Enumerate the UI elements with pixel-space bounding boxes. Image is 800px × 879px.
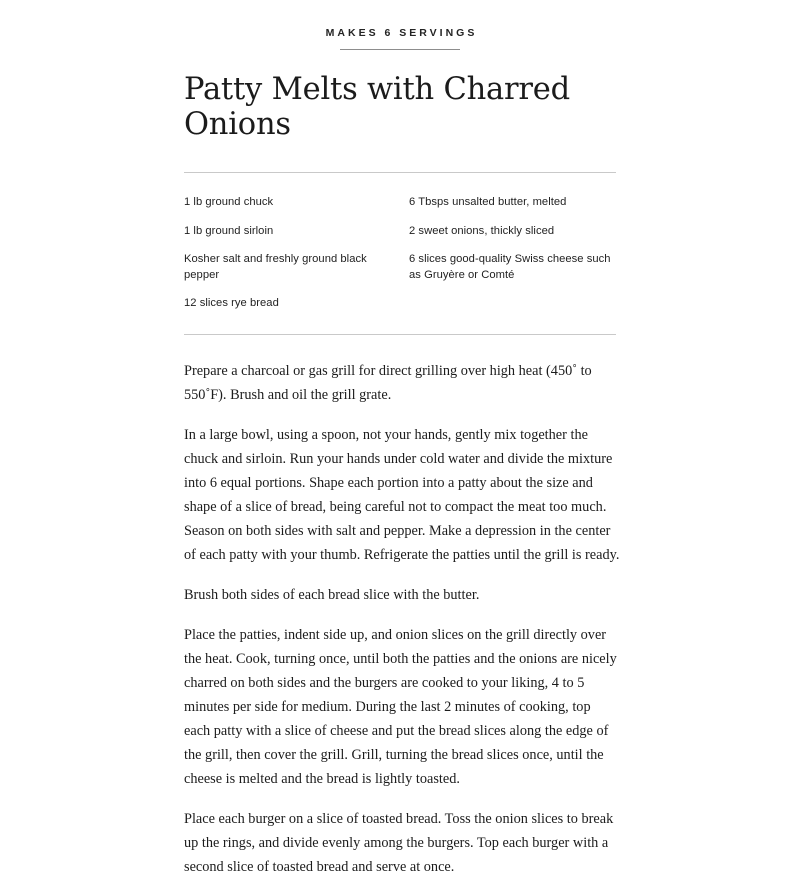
instructions-section <box>184 335 620 879</box>
ingredient-item: 1 lb ground chuck <box>184 196 274 209</box>
ingredients-section <box>184 173 616 312</box>
ingredient-item: Kosher salt and freshly ground black pepper <box>184 252 367 281</box>
instruction-step: Brush both sides of each bread slice with the butter. <box>184 587 480 604</box>
ingredients-column-left <box>184 195 409 312</box>
ingredient-item: 6 Tbsps unsalted butter, melted <box>409 196 567 209</box>
instruction-step: Place the patties, indent side up, and onion slices on the grill directly over the heat. Cook, turning once, until both the patties and the onions are nicely charred on both sides and the burgers are cooked to your liking, 4 to 5 minutes per side for medium. During the last 2 minutes of cooking, top each patty with a slice of cheese and put the bread slices along the edge of the grill, then cover the grill. Grill, turning the bread slices once, until the cheese is melted and the bread is lightly toasted. <box>184 627 617 788</box>
recipe-title: Patty Melts with Charred Onions <box>184 72 570 143</box>
ingredient-item: 2 sweet onions, thickly sliced <box>409 224 555 237</box>
ingredient-item: 1 lb ground sirloin <box>184 224 274 237</box>
ingredient-item: 12 slices rye bread <box>184 297 279 310</box>
instruction-step: In a large bowl, using a spoon, not your hands, gently mix together the chuck and sirloin. Run your hands under cold water and divide the mixture into 6 equal portions. Shape each portion into a patty about the size and shape of a slice of bread, being careful not to compact the meat too much. Season on both sides with salt and pepper. Make a depression in the center of each patty with your thumb. Refrigerate the patties until the grill is ready. <box>184 427 620 564</box>
ingredients-column-right <box>409 195 616 312</box>
servings-label: MAKES 6 SERVINGS <box>325 27 478 39</box>
instruction-step: Place each burger on a slice of toasted bread. Toss the onion slices to break up the rings, and divide evenly among the burgers. Top each burger with a second slice of toasted bread and serve at once. <box>184 811 614 876</box>
instruction-step: Prepare a charcoal or gas grill for direct grilling over high heat (450˚ to 550˚F). Brush and oil the grill grate. <box>184 363 592 404</box>
recipe-yield-header <box>0 0 800 50</box>
ingredient-item: 6 slices good-quality Swiss cheese such as Gruyère or Comté <box>409 252 611 281</box>
